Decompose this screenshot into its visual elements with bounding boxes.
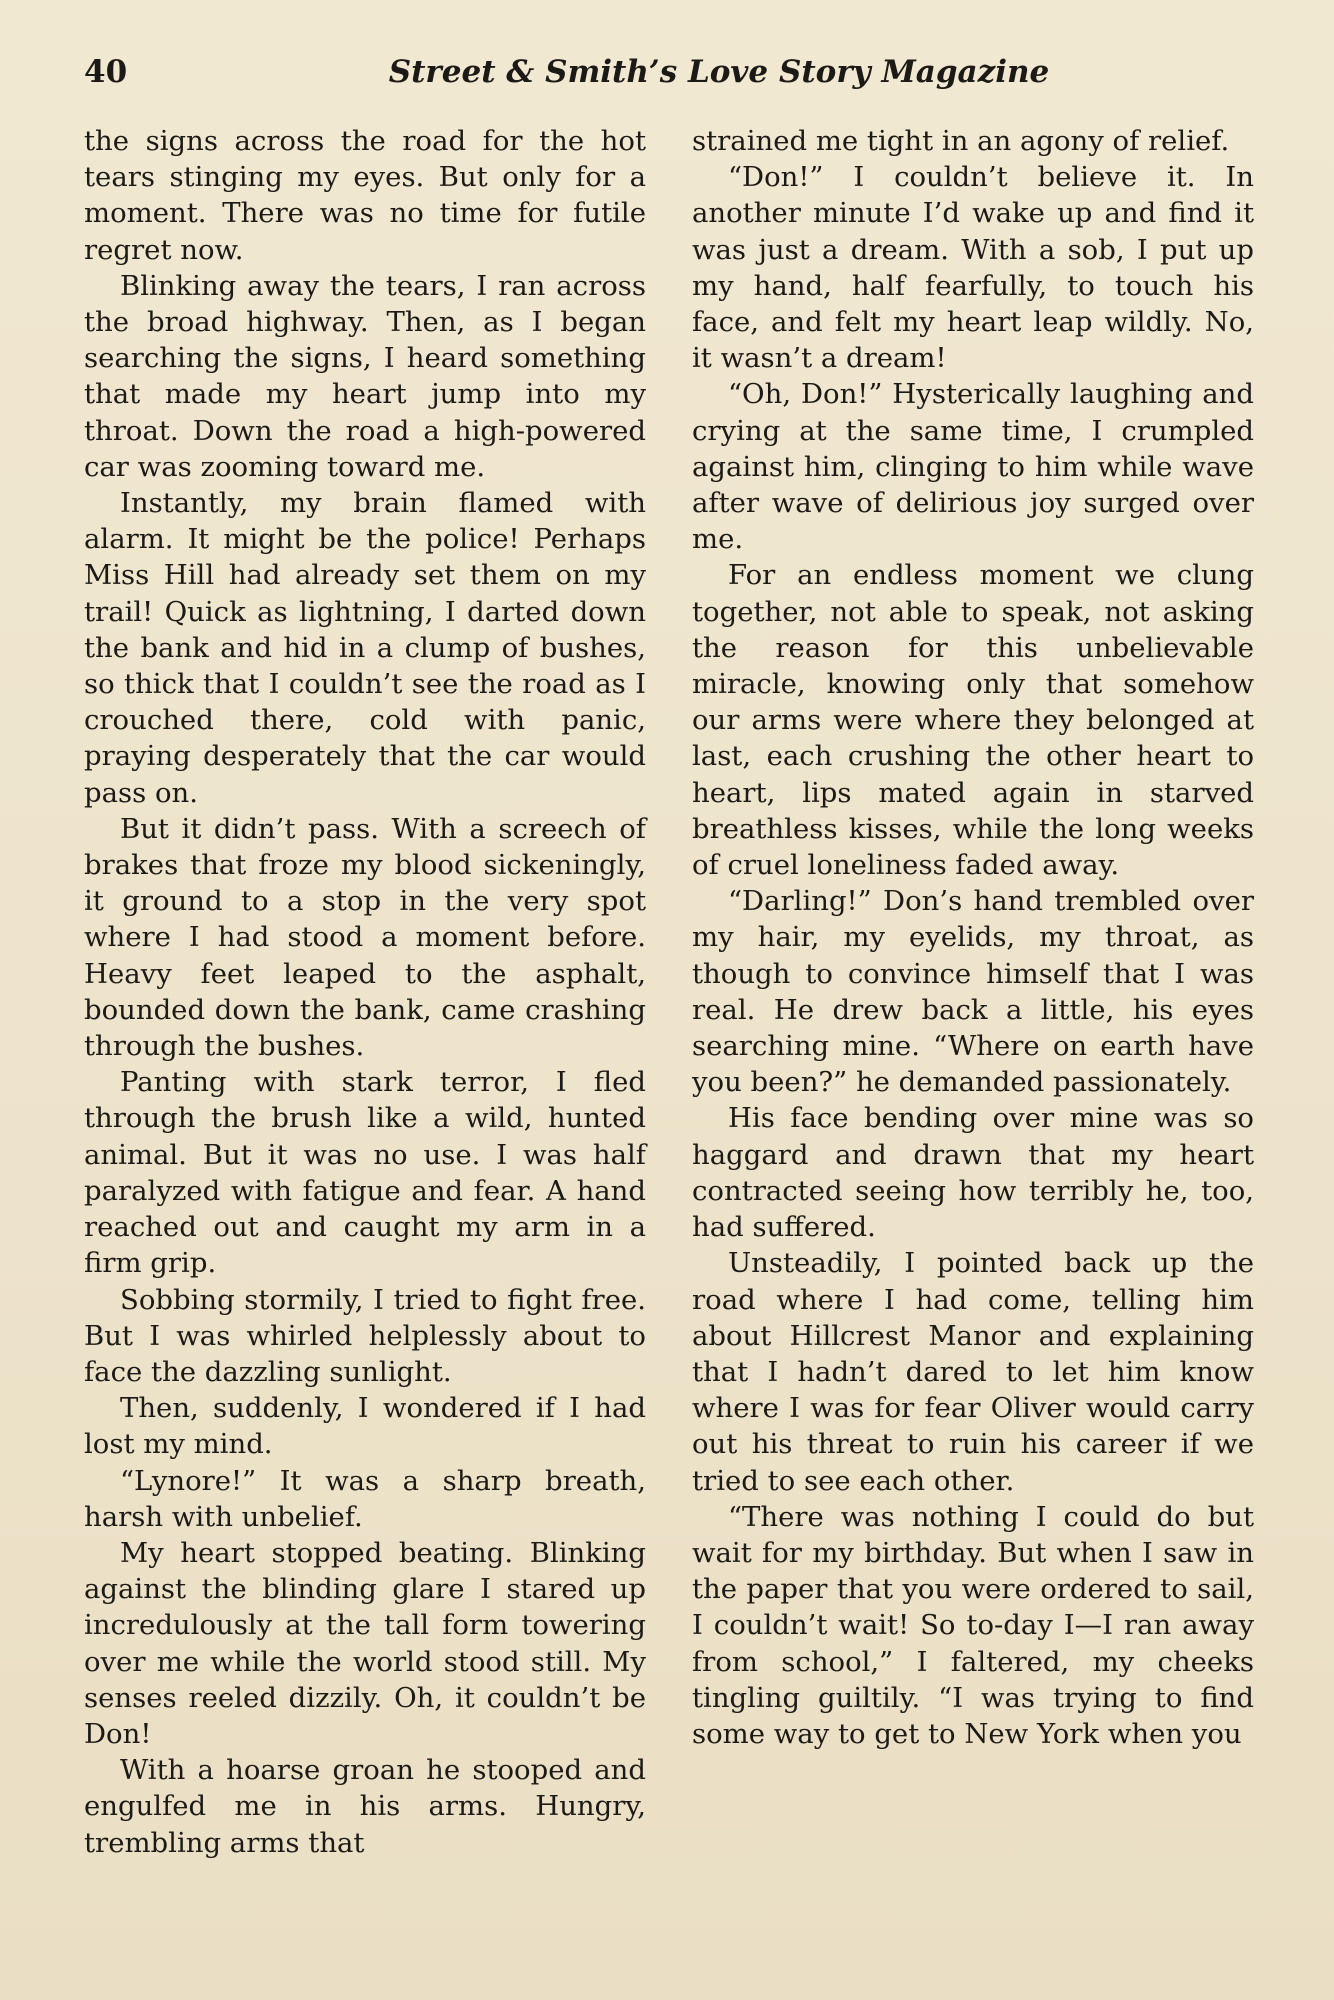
- paragraph: Then, suddenly, I wondered if I had lost my mind.: [84, 1392, 646, 1461]
- page-number: 40: [84, 54, 128, 90]
- left-column: [84, 123, 646, 1861]
- paragraph: strained me tight in an agony of relief.: [692, 125, 1230, 157]
- paragraph: But it didn’t pass. With a screech of brakes that froze my blood sickeningly, it ground to a stop in the very spot where I had stood a moment before. Heavy feet leaped to the asphalt, bounded down the bank, came crashing through the bushes.: [84, 812, 646, 1063]
- paragraph: the signs across the road for the hot tears stinging my eyes. But only for a moment. There was no time for futile regret now.: [84, 125, 646, 266]
- paragraph: Unsteadily, I pointed back up the road where I had come, telling him about Hillcrest Manor and explaining that I hadn’t dared to let him know where I was for fear Oliver would carry out his threat to ruin his career if we tried to see each other.: [692, 1247, 1254, 1497]
- paragraph: “There was nothing I could do but wait for my birthday. But when I saw in the paper that you were ordered to sail, I couldn’t wait! So to-day I—I ran away from school,” I faltered, my cheeks tingling guiltily. “I was trying to find some way to get to New York when you: [692, 1500, 1254, 1750]
- paragraph: My heart stopped beating. Blinking against the blinding glare I stared up incredulously at the tall form towering over me while the world stood still. My senses reeled dizzily. Oh, it couldn’t be Don!: [84, 1536, 646, 1750]
- paragraph: “Don!” I couldn’t believe it. In another minute I’d wake up and find it was just a dream. With a sob, I put up my hand, half fearfully, to touch his face, and felt my heart leap wildly. No, it wasn’t a dream!: [692, 161, 1254, 375]
- page-header: [84, 50, 1254, 94]
- magazine-title: Street & Smith’s Love Story Magazine: [388, 54, 1050, 90]
- paragraph: Instantly, my brain flamed with alarm. It might be the police! Perhaps Miss Hill had already set them on my trail! Quick as lightning, I darted down the bank and hid in a clump of bushes, so thick that I couldn’t see the road as I crouched there, cold with panic, praying desperately that the car would pass on.: [84, 487, 646, 809]
- paragraph: With a hoarse groan he stooped and engulfed me in his arms. Hungry, trembling arms that: [84, 1754, 646, 1859]
- paragraph: For an endless moment we clung together, not able to speak, not asking the reason for this unbelievable miracle, knowing only that somehow our arms were where they belonged at last, each crushing the other heart to heart, lips mated again in starved breathless kisses, while the long weeks of cruel loneliness faded away.: [692, 559, 1254, 882]
- paragraph: “Darling!” Don’s hand trembled over my hair, my eyelids, my throat, as though to convince himself that I was real. He drew back a little, his eyes searching mine. “Where on earth have you been?” he demanded passionately.: [692, 885, 1254, 1099]
- paragraph: Sobbing stormily, I tried to fight free. But I was whirled helplessly about to face the dazzling sunlight.: [84, 1283, 646, 1388]
- paragraph: His face bending over mine was so haggard and drawn that my heart contracted seeing how terribly he, too, had suffered.: [692, 1102, 1254, 1244]
- right-column: [692, 123, 1254, 1752]
- paragraph: “Oh, Don!” Hysterically laughing and crying at the same time, I crumpled against him, clinging to him while wave after wave of delirious joy surged over me.: [692, 378, 1254, 556]
- paragraph: Blinking away the tears, I ran across the broad highway. Then, as I began searching the signs, I heard something that made my heart jump into my throat. Down the road a high-powered car was zooming toward me.: [84, 269, 646, 483]
- paragraph: “Lynore!” It was a sharp breath, harsh with unbelief.: [84, 1464, 646, 1533]
- paragraph: Panting with stark terror, I fled through the brush like a wild, hunted animal. But it was no use. I was half paralyzed with fatigue and fear. A hand reached out and caught my arm in a firm grip.: [84, 1066, 646, 1280]
